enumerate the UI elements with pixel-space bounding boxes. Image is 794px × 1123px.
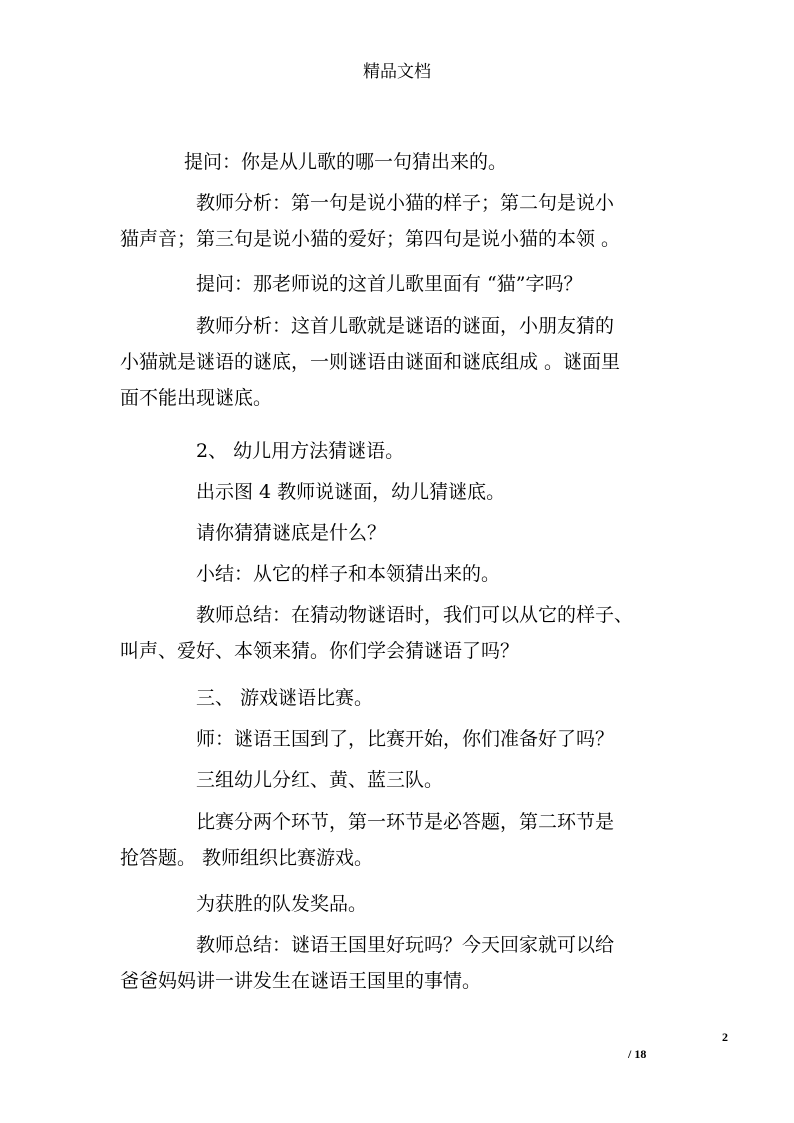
paragraph-line: 小结：从它的样子和本领猜出来的。 xyxy=(196,563,501,585)
paragraph-section-3 xyxy=(120,680,680,716)
paragraph-competition xyxy=(120,804,680,876)
paragraph-analysis-1 xyxy=(120,185,680,257)
paragraph-line: 出示图 4 教师说谜面，幼儿猜谜底。 xyxy=(196,481,506,503)
page-total: / 18 xyxy=(628,1047,647,1061)
paragraph-line: 三、 游戏谜语比赛。 xyxy=(196,687,374,709)
paragraph-line: 爸爸妈妈讲一讲发生在谜语王国里的事情。 xyxy=(120,970,482,992)
paragraph-question-2 xyxy=(120,266,680,302)
paragraph-line: 请你猜猜谜底是什么？ xyxy=(196,522,387,544)
paragraph-line: 小猫就是谜语的谜底，一则谜语由谜面和谜底组成 。谜面里 xyxy=(120,351,621,373)
paragraph-line: 抢答题。 教师组织比赛游戏。 xyxy=(120,847,374,869)
paragraph-line: 比赛分两个环节，第一环节是必答题，第二环节是 xyxy=(196,811,615,833)
paragraph-teacher-summary-1 xyxy=(120,597,680,669)
paragraph-guess xyxy=(120,515,680,551)
paragraph-line: 教师分析：这首儿歌就是谜语的谜面，小朋友猜的 xyxy=(196,315,615,337)
paragraph-line: 三组幼儿分红、黄、蓝三队。 xyxy=(196,769,444,791)
paragraph-line: 叫声、爱好、本领来猜。你们学会猜谜语了吗？ xyxy=(120,640,520,662)
paragraph-line: 提问：那老师说的这首儿歌里面有 “猫”字吗？ xyxy=(196,273,583,295)
page-number: 2 xyxy=(722,1030,728,1044)
paragraph-teacher-summary-2 xyxy=(120,927,680,999)
paragraph-line: 教师分析：第一句是说小猫的样子；第二句是说小 xyxy=(196,192,615,214)
paragraph-kingdom xyxy=(120,721,680,757)
paragraph-section-2 xyxy=(120,433,680,469)
paragraph-show-picture xyxy=(120,474,680,510)
paragraph-line: 教师总结：谜语王国里好玩吗？今天回家就可以给 xyxy=(196,934,615,956)
paragraph-teams xyxy=(120,762,680,798)
paragraph-line: 师：谜语王国到了，比赛开始，你们准备好了吗？ xyxy=(196,728,615,750)
paragraph-line: 面不能出现谜底。 xyxy=(120,387,273,409)
paragraph-summary xyxy=(120,556,680,592)
paragraph-line: 提问：你是从儿歌的哪一句猜出来的。 xyxy=(184,151,508,173)
paragraph-line: 2、 幼儿用方法猜谜语。 xyxy=(196,440,405,462)
page-header-title: 精品文档 xyxy=(363,62,431,82)
paragraph-prizes xyxy=(120,886,680,922)
paragraph-line: 猫声音；第三句是说小猫的爱好；第四句是说小猫的本领 。 xyxy=(120,228,621,250)
paragraph-analysis-2 xyxy=(120,308,680,416)
paragraph-line: 教师总结：在猜动物谜语时，我们可以从它的样子、 xyxy=(196,604,634,626)
paragraph-question-1 xyxy=(120,144,680,180)
paragraph-line: 为获胜的队发奖品。 xyxy=(196,893,368,915)
